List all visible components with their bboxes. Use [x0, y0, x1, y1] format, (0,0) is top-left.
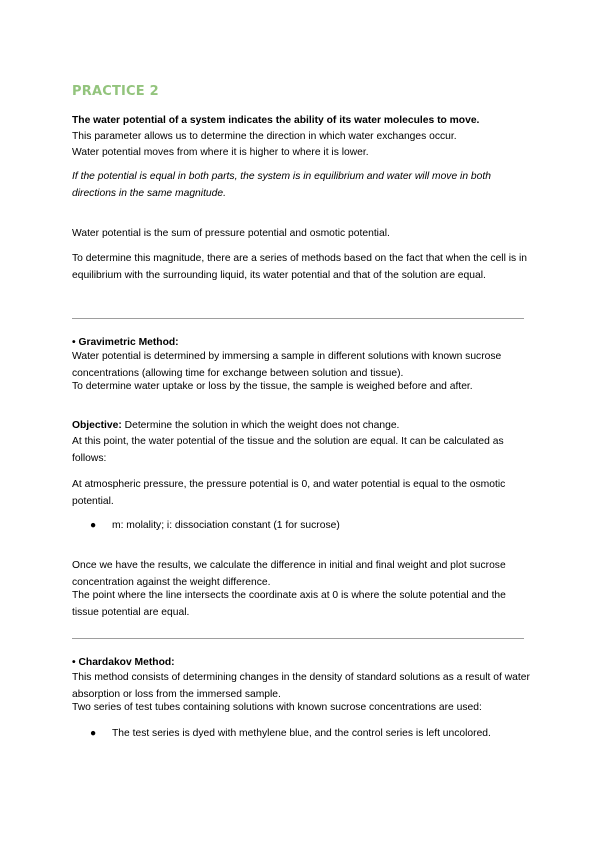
gravimetric-p2: To determine water uptake or loss by the tissue, the sample is weighed before and after.: [72, 381, 473, 392]
intro-lead: The water potential of a system indicates the ability of its water molecules to move.: [72, 115, 480, 126]
bullet-marker: ●: [90, 520, 97, 531]
gravimetric-p5: Once we have the results, we calculate the difference in initial and final weight and plot sucrose concentration against the weight difference.: [72, 560, 506, 588]
gravimetric-p4: At atmospheric pressure, the pressure potential is 0, and water potential is equal to the osmotic potential.: [72, 479, 506, 507]
gravimetric-p1: Water potential is determined by immersing a sample in different solutions with known sucrose concentrations (allowing time for exchange between solution and tissue).: [72, 351, 502, 379]
chardakov-p2: Two series of test tubes containing solutions with known sucrose concentrations are used:: [72, 702, 482, 713]
gravimetric-heading: • Gravimetric Method:: [72, 337, 179, 348]
intro-sum: Water potential is the sum of pressure potential and osmotic potential.: [72, 228, 390, 239]
intro-line-1: This parameter allows us to determine the direction in which water exchanges occur.: [72, 131, 457, 142]
chardakov-p1: This method consists of determining changes in the density of standard solutions as a result of water absorption or loss from the immersed sample.: [72, 672, 530, 700]
intro-determine: To determine this magnitude, there are a series of methods based on the fact that when the cell is in equilibrium with the surrounding liquid, its water potential and that of the solution are equal.: [72, 253, 528, 281]
section-divider: [72, 318, 524, 319]
objective-label: Objective:: [72, 420, 122, 431]
gravimetric-p6: The point where the line intersects the coordinate axis at 0 is where the solute potential and the tissue potential are equal.: [72, 590, 506, 618]
gravimetric-p3: At this point, the water potential of the tissue and the solution are equal. It can be calculated as follows:: [72, 436, 504, 464]
bullet-marker: ●: [90, 728, 97, 739]
gravimetric-objective: [72, 418, 532, 435]
chardakov-heading: • Chardakov Method:: [72, 657, 175, 668]
section-divider: [72, 638, 524, 639]
intro-line-2: Water potential moves from where it is higher to where it is lower.: [72, 147, 369, 158]
bullet-text: The test series is dyed with methylene blue, and the control series is left uncolored.: [112, 728, 491, 739]
objective-text: Determine the solution in which the weight does not change.: [121, 420, 400, 431]
intro-italic-note: If the potential is equal in both parts, the system is in equilibrium and water will move in both directions in the same magnitude.: [72, 171, 491, 199]
gravimetric-bullet: [90, 518, 530, 535]
chardakov-bullet: [90, 726, 530, 743]
page-title: PRACTICE 2: [72, 84, 159, 99]
bullet-text: m: molality; i: dissociation constant (1 for sucrose): [112, 520, 340, 531]
